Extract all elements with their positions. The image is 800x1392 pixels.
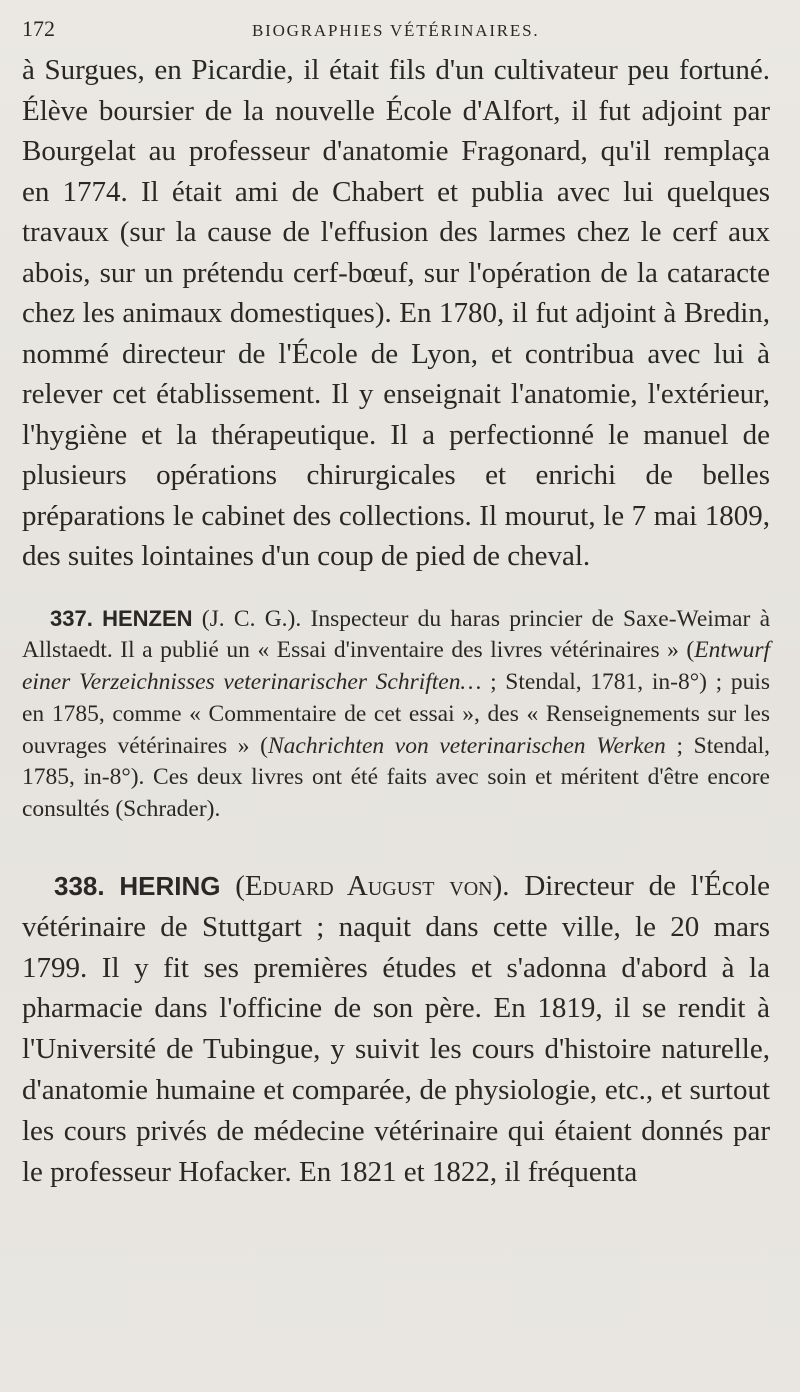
entry-name: HENZEN [102, 605, 193, 631]
page-number: 172 [22, 16, 55, 41]
entry-qualifier: (J. C. G.). [192, 605, 311, 632]
book-title: Nachrichten von veterinarischen Werken [267, 732, 666, 759]
book-title: Entwurf einer Verzeichnisses veterinarischer Schriften… [22, 637, 770, 696]
entry-text: Inspecteur du haras princier de Saxe-Weimar à Allstaedt. Il a publié un « Essai d'inventaire des livres vétérinaires » ( [22, 605, 771, 664]
entry-qualifier: (Eduard August von). [220, 870, 525, 903]
entry-337 [22, 603, 770, 827]
entry-338 [22, 866, 770, 1192]
running-title: BIOGRAPHIES VÉTÉRINAIRES. [252, 21, 540, 40]
running-header [22, 16, 770, 50]
entry-name: HERING [119, 871, 221, 902]
continuation-paragraph: à Surgues, en Picardie, il était fils d'un cultivateur peu fortuné. Élève boursier de la nouvelle École d'Alfort, il fut adjoint par Bourgelat au professeur d'anatomie Fragonard, qu'il remplaça en 1774. Il était ami de Chabert et publia avec lui quelques travaux (sur la cause de l'effusion des larmes chez le cerf aux abois, sur un prétendu cerf-bœuf, sur l'opération de la cataracte chez les animaux domestiques). En 1780, il fut adjoint à Bredin, nommé directeur de l'École de Lyon, et contribua avec lui à relever cet établissement. Il y enseignait l'anatomie, l'extérieur, l'hygiène et la thérapeutique. Il a perfectionné le manuel de plusieurs opérations chirurgicales et enrichi de belles préparations le cabinet des collections. Il mourut, le 7 mai 1809, des suites lointaines d'un coup de pied de cheval. [22, 54, 770, 572]
entry-text: ; Stendal, 1781, in-8°) ; puis en 1785, comme « Commentaire de cet essai », des « Renseignements sur les ouvrages vétérinaires » ( [22, 669, 770, 759]
entry-number: 338. [54, 871, 105, 902]
entry-text: ; Stendal, 1785, in-8°). Ces deux livres ont été faits avec soin et méritent d'être encore consultés (Schrader). [22, 732, 770, 823]
entry-number: 337. [50, 605, 93, 631]
entry-text: Directeur de l'École vétérinaire de Stuttgart ; naquit dans cette ville, le 20 mars 1799. Il y fit ses premières études et s'adonna d'abord à la pharmacie dans l'officine de son père. En 1819, il se rendit à l'Université de Tubingue, y suivit les cours d'histoire naturelle, d'anatomie humaine et comparée, de physiologie, etc., et surtout les cours privés de médecine vétérinaire qui étaient donnés par le professeur Hofacker. En 1821 et 1822, il fréquenta [22, 870, 770, 1188]
